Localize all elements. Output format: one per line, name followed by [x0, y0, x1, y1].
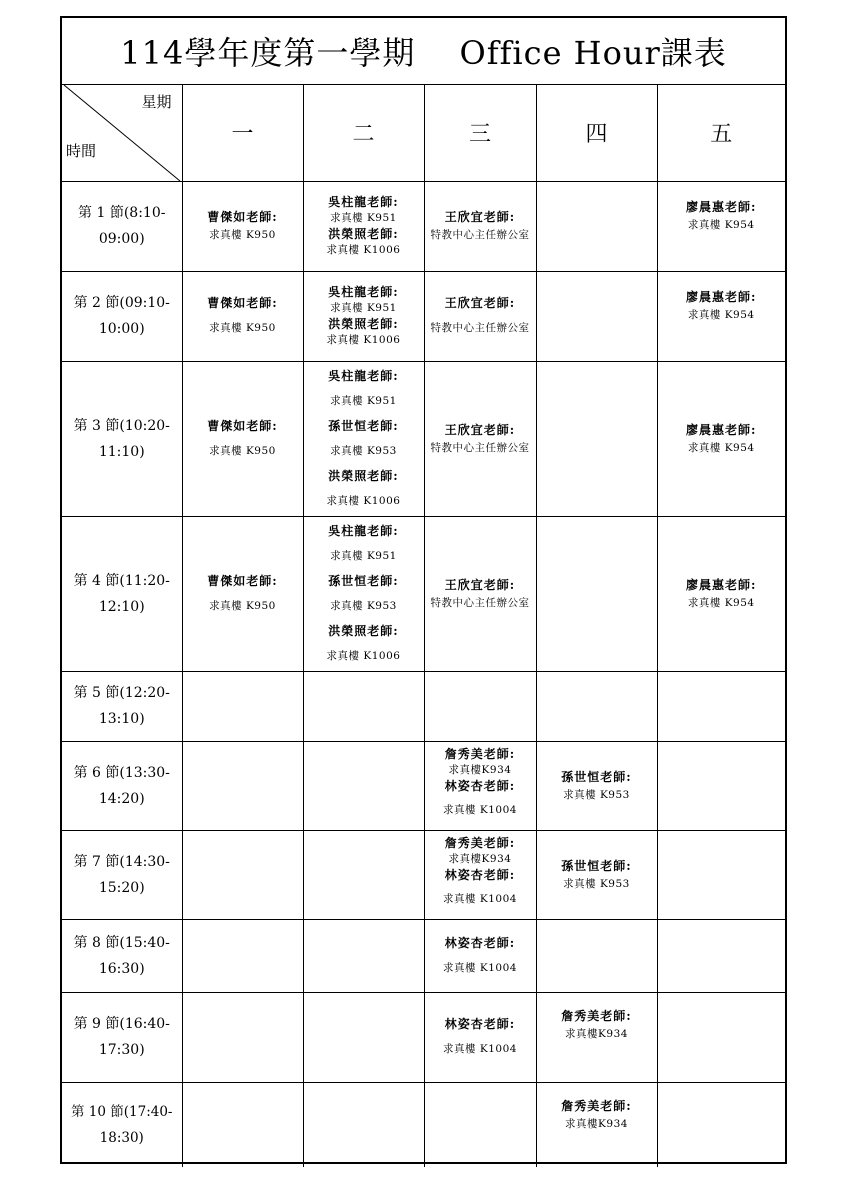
slot-cell [424, 992, 536, 1082]
day-header-thu: 四 [536, 85, 657, 181]
room-label: 求真樓K934 [448, 852, 512, 865]
slot-cell [303, 271, 424, 361]
table-row [62, 992, 785, 1082]
empty-slot [536, 919, 657, 992]
teacher-name: 洪榮照老師: [328, 317, 399, 331]
empty-slot [303, 1082, 424, 1167]
empty-slot [303, 992, 424, 1082]
empty-slot [657, 992, 785, 1082]
room-label: 求真樓 K954 [687, 441, 755, 454]
period-label: 第 5 節(12:20- 13:10) [62, 671, 182, 741]
slot-cell [424, 830, 536, 919]
period-label: 第 1 節(8:10- 09:00) [62, 181, 182, 271]
teacher-name: 吳柱龍老師: [328, 195, 399, 209]
day-header-tue: 二 [303, 85, 424, 181]
empty-slot [182, 1082, 303, 1167]
teacher-name: 林姿杏老師: [444, 867, 516, 882]
room-label: 求真樓K934 [565, 1027, 628, 1040]
schedule-frame [60, 16, 787, 1164]
empty-slot [182, 741, 303, 830]
table-row [62, 671, 785, 741]
teacher-name: 詹秀美老師: [444, 746, 516, 761]
empty-slot [182, 992, 303, 1082]
period-label: 第 9 節(16:40- 17:30) [62, 992, 182, 1082]
teacher-name: 孫世恒老師: [328, 418, 399, 433]
room-label: 求真樓 K954 [687, 596, 755, 609]
teacher-name: 吳柱龍老師: [328, 523, 399, 538]
room-label: 求真樓 K1004 [443, 1043, 517, 1055]
room-label: 特教中心主任辦公室 [430, 441, 530, 454]
room-label: 求真樓 K1006 [326, 244, 401, 256]
table-row [62, 741, 785, 830]
room-label: 求真樓 K950 [209, 599, 276, 612]
slot-cell [182, 361, 303, 516]
teacher-name: 林姿杏老師: [444, 935, 516, 950]
page-title: 114學年度第一學期 Office Hour課表 [62, 18, 785, 85]
period-label: 第 3 節(10:20- 11:10) [62, 361, 182, 516]
teacher-name: 曹傑如老師: [207, 296, 278, 310]
room-label: 求真樓 K953 [563, 788, 630, 801]
teacher-name: 洪榮照老師: [328, 623, 399, 638]
empty-slot [303, 741, 424, 830]
empty-slot [303, 830, 424, 919]
room-label: 求真樓 K1006 [326, 334, 401, 346]
teacher-name: 林姿杏老師: [444, 778, 516, 793]
teacher-name: 孫世恒老師: [561, 769, 632, 784]
room-label: 求真樓 K953 [330, 444, 397, 457]
teacher-name: 王欣宜老師: [444, 422, 516, 437]
period-label: 第 4 節(11:20- 12:10) [62, 516, 182, 671]
teacher-name: 曹傑如老師: [207, 573, 278, 588]
empty-slot [657, 741, 785, 830]
empty-slot [182, 919, 303, 992]
table-row [62, 1082, 785, 1167]
room-label: 求真樓 K951 [330, 394, 397, 407]
slot-cell [424, 741, 536, 830]
empty-slot [182, 830, 303, 919]
room-label: 求真樓 K950 [209, 229, 276, 241]
header-row [62, 85, 785, 181]
day-header-wed: 三 [424, 85, 536, 181]
slot-cell [182, 271, 303, 361]
empty-slot [657, 919, 785, 992]
room-label: 求真樓 K950 [209, 444, 276, 457]
slot-cell [424, 919, 536, 992]
slot-cell [536, 830, 657, 919]
empty-slot [536, 181, 657, 271]
empty-slot [536, 516, 657, 671]
teacher-name: 廖晨惠老師: [686, 289, 757, 304]
period-label: 第 7 節(14:30- 15:20) [62, 830, 182, 919]
slot-cell [182, 181, 303, 271]
time-axis-label: 時間 [66, 141, 97, 160]
period-label: 第 6 節(13:30- 14:20) [62, 741, 182, 830]
room-label: 求真樓 K954 [687, 308, 755, 321]
teacher-name: 林姿杏老師: [444, 1017, 516, 1031]
teacher-name: 曹傑如老師: [207, 210, 278, 224]
empty-slot [182, 671, 303, 741]
room-label: 求真樓 K1004 [443, 892, 517, 905]
teacher-name: 孫世恒老師: [561, 858, 632, 873]
day-header-mon: 一 [182, 85, 303, 181]
empty-slot [424, 671, 536, 741]
teacher-name: 洪榮照老師: [328, 468, 399, 483]
room-label: 特教中心主任辦公室 [430, 322, 530, 334]
slot-cell [424, 181, 536, 271]
table-row [62, 830, 785, 919]
room-label: 求真樓 K1006 [326, 649, 401, 662]
room-label: 求真樓 K954 [687, 218, 755, 231]
room-label: 求真樓K934 [565, 1117, 628, 1130]
period-label: 第 2 節(09:10- 10:00) [62, 271, 182, 361]
weekday-axis-label: 星期 [141, 93, 172, 111]
slot-cell [303, 361, 424, 516]
room-label: 求真樓 K951 [330, 212, 397, 224]
room-label: 特教中心主任辦公室 [430, 596, 530, 609]
slot-cell [536, 741, 657, 830]
empty-slot [536, 271, 657, 361]
teacher-name: 洪榮照老師: [328, 227, 399, 241]
table-row [62, 361, 785, 516]
room-label: 求真樓 K1006 [326, 494, 401, 507]
teacher-name: 曹傑如老師: [207, 418, 278, 433]
teacher-name: 詹秀美老師: [561, 1098, 632, 1113]
room-label: 求真樓 K1004 [443, 803, 517, 816]
room-label: 求真樓 K951 [330, 302, 397, 314]
slot-cell [424, 271, 536, 361]
slot-cell [303, 516, 424, 671]
room-label: 求真樓K934 [448, 763, 512, 776]
slot-cell [657, 181, 785, 271]
empty-slot [424, 1082, 536, 1167]
period-label: 第 10 節(17:40- 18:30) [62, 1082, 182, 1167]
teacher-name: 王欣宜老師: [444, 296, 516, 310]
empty-slot [657, 1082, 785, 1167]
empty-slot [657, 671, 785, 741]
room-label: 求真樓 K1004 [443, 961, 517, 974]
slot-cell [536, 992, 657, 1082]
slot-cell [657, 516, 785, 671]
teacher-name: 王欣宜老師: [444, 577, 516, 592]
slot-cell [424, 361, 536, 516]
table-row [62, 516, 785, 671]
teacher-name: 廖晨惠老師: [686, 199, 757, 214]
slot-cell [303, 181, 424, 271]
schedule-table [62, 85, 785, 1167]
table-row [62, 181, 785, 271]
corner-cell [62, 85, 182, 181]
period-label: 第 8 節(15:40- 16:30) [62, 919, 182, 992]
room-label: 求真樓 K953 [330, 599, 397, 612]
teacher-name: 詹秀美老師: [444, 835, 516, 850]
room-label: 求真樓 K953 [563, 877, 630, 890]
teacher-name: 廖晨惠老師: [686, 422, 757, 437]
empty-slot [303, 671, 424, 741]
table-row [62, 271, 785, 361]
teacher-name: 廖晨惠老師: [686, 577, 757, 592]
day-header-fri: 五 [657, 85, 785, 181]
empty-slot [657, 830, 785, 919]
room-label: 求真樓 K951 [330, 549, 397, 562]
slot-cell [424, 516, 536, 671]
empty-slot [303, 919, 424, 992]
table-row [62, 919, 785, 992]
teacher-name: 孫世恒老師: [328, 573, 399, 588]
slot-cell [536, 1082, 657, 1167]
slot-cell [657, 361, 785, 516]
slot-cell [182, 516, 303, 671]
room-label: 求真樓 K950 [209, 322, 276, 334]
empty-slot [536, 671, 657, 741]
teacher-name: 詹秀美老師: [561, 1008, 632, 1023]
teacher-name: 王欣宜老師: [444, 210, 516, 224]
teacher-name: 吳柱龍老師: [328, 368, 399, 383]
empty-slot [536, 361, 657, 516]
slot-cell [657, 271, 785, 361]
teacher-name: 吳柱龍老師: [328, 285, 399, 299]
room-label: 特教中心主任辦公室 [430, 229, 530, 241]
